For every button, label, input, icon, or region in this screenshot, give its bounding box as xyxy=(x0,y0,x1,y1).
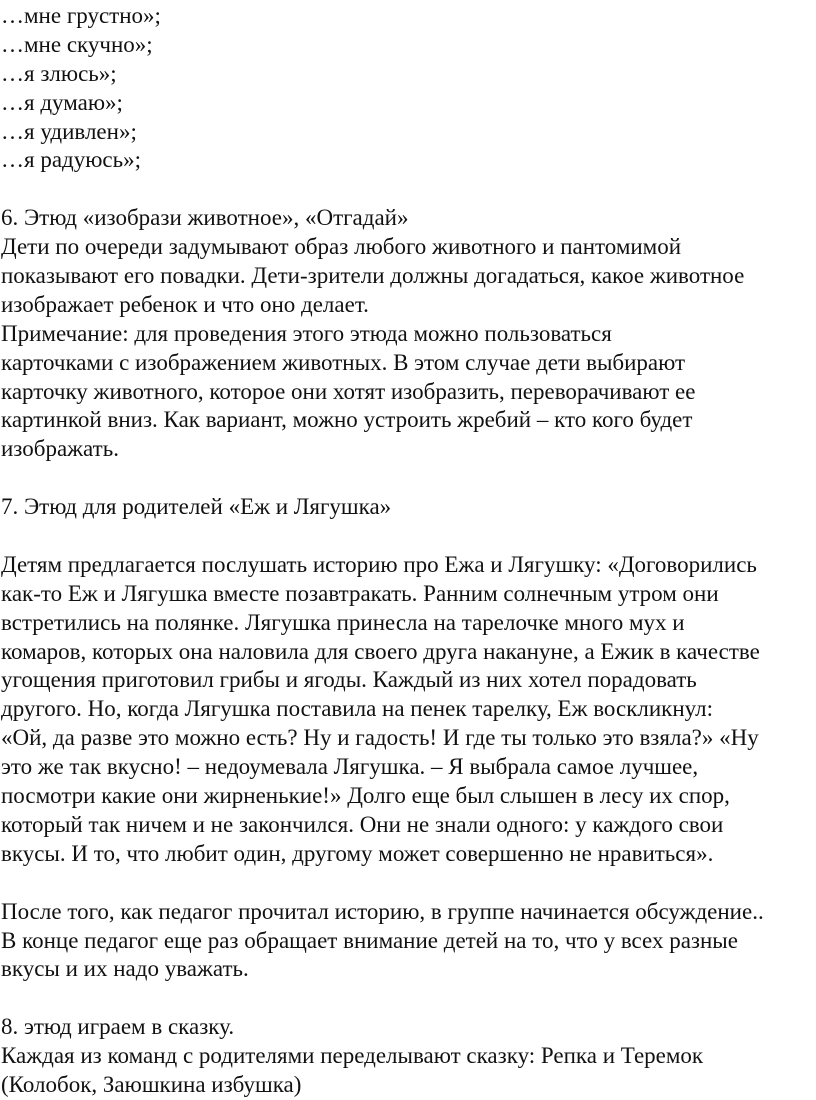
section-6 xyxy=(1,204,815,464)
text-line: карточку животного, которое они хотят изобразить, переворачивают ее xyxy=(1,378,696,404)
text-line: Дети по очереди задумывают образ любого животного и пантомимой xyxy=(1,234,682,260)
text-line: посмотри какие они жирненькие!» Долго еще был слышен в лесу их спор, xyxy=(1,783,730,809)
text-line: как-то Еж и Лягушка вместе позавтракать. Ранним солнечным утром они xyxy=(1,580,719,606)
text-line: который так ничем и не закончился. Они не знали одного: у каждого свои xyxy=(1,811,724,837)
text-line: (Колобок, Заюшкина избушка) xyxy=(1,1071,302,1097)
text-line: комаров, которых она наловила для своего друга накануне, а Ежик в качестве xyxy=(1,638,760,664)
blank-line xyxy=(1,869,815,898)
section-8 xyxy=(1,1013,815,1100)
text-line: вкусы и их надо уважать. xyxy=(1,956,249,982)
section-heading: 6. Этюд «изобрази животное», «Отгадай» xyxy=(1,205,409,231)
section-heading: 7. Этюд для родителей «Еж и Лягушка» xyxy=(1,494,392,520)
text-line: Детям предлагается послушать историю про Ежа и Лягушку: «Договорились xyxy=(1,551,757,577)
text-line: Каждая из команд с родителями переделывают сказку: Репка и Теремок xyxy=(1,1043,704,1069)
blank-line xyxy=(1,464,815,493)
text-line: В конце педагог еще раз обращает внимание детей на то, что у всех разные xyxy=(1,927,738,953)
feeling-line: …я злюсь»; xyxy=(1,60,117,86)
document-page xyxy=(1,2,815,1100)
text-line: показывают его повадки. Дети-зрители должны догадаться, какое животное xyxy=(1,263,745,289)
text-line: Примечание: для проведения этого этюда можно пользоваться xyxy=(1,320,612,346)
text-line: другого. Но, когда Лягушка поставила на пенек тарелку, Еж воскликнул: xyxy=(1,696,714,722)
blank-line xyxy=(1,522,815,551)
section-7-story xyxy=(1,551,815,869)
feeling-line: …я радуюсь»; xyxy=(1,147,142,173)
feeling-line: …мне грустно»; xyxy=(1,3,161,28)
text-line: вкусы. И то, что любит один, другому может совершенно не нравиться». xyxy=(1,840,714,866)
feeling-line: …я удивлен»; xyxy=(1,118,137,144)
text-line: «Ой, да разве это можно есть? Ну и гадость! И где ты только это взяла?» «Ну xyxy=(1,725,759,751)
section-7-discussion xyxy=(1,898,815,985)
feeling-line: …мне скучно»; xyxy=(1,31,153,57)
text-line: это же так вкусно! – недоумевала Лягушка. – Я выбрала самое лучшее, xyxy=(1,754,699,780)
feelings-list xyxy=(1,2,815,175)
blank-line xyxy=(1,175,815,204)
blank-line xyxy=(1,984,815,1013)
text-line: картинкой вниз. Как вариант, можно устроить жребий – кто кого будет xyxy=(1,407,693,433)
section-6-note xyxy=(1,320,815,464)
text-line: изображать. xyxy=(1,436,119,462)
feeling-line: …я думаю»; xyxy=(1,89,123,115)
section-6-paragraph xyxy=(1,233,815,320)
text-line: После того, как педагог прочитал историю, в группе начинается обсуждение.. xyxy=(1,898,764,924)
text-line: изображает ребенок и что оно делает. xyxy=(1,291,369,317)
text-line: карточками с изображением животных. В этом случае дети выбирают xyxy=(1,349,686,375)
text-line: встретились на полянке. Лягушка принесла на тарелочке много мух и xyxy=(1,609,685,635)
text-line: угощения приготовил грибы и ягоды. Каждый из них хотел порадовать xyxy=(1,667,697,693)
section-heading: 8. этюд играем в сказку. xyxy=(1,1014,235,1040)
section-7 xyxy=(1,493,815,984)
